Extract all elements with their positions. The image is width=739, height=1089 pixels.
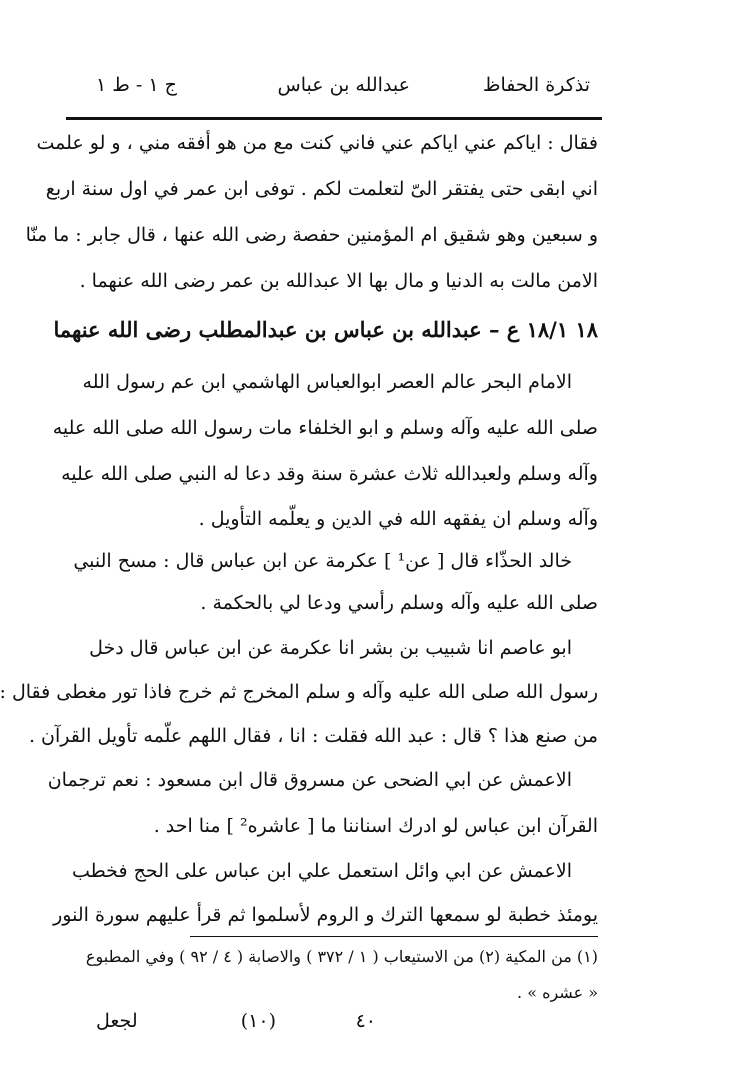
binder-mark: لجعل: [96, 1010, 138, 1032]
entry-heading: ١٨ ١٨/١ ع – عبدالله بن عباس بن عبدالمطلب رضى الله عنهما: [53, 317, 598, 342]
text-line: فقال : اياكم عني اياكم عني فاني كنت مع من هو أفقه مني ، و لو علمت: [36, 132, 598, 154]
text-line: الامن مالت به الدنيا و مال بها الا عبدالله بن عمر رضى الله عنهما .: [79, 270, 598, 292]
text-line: خالد الحذّاء قال [ عن¹ ] عكرمة عن ابن عباس قال : مسح النبي: [73, 550, 572, 572]
text-line: وآله وسلم ولعبدالله ثلاث عشرة سنة وقد دعا له النبي صلى الله عليه: [61, 463, 598, 485]
text-line: رسول الله صلى الله عليه وآله و سلم المخرج ثم خرج فاذا تور مغطى فقال :: [0, 681, 598, 703]
text-line: الامام البحر عالم العصر ابوالعباس الهاشمي ابن عم رسول الله: [82, 371, 572, 393]
text-line: يومئذ خطبة لو سمعها الترك و الروم لأسلموا ثم قرأ عليهم سورة النور: [53, 904, 598, 926]
page-number: ٤٠: [355, 1010, 376, 1032]
running-header: [96, 74, 590, 108]
text-line: صلى الله عليه وآله وسلم و ابو الخلفاء مات رسول الله صلى الله عليه: [52, 417, 598, 439]
header-rule: [66, 117, 602, 120]
volume-reference: ج ١ - ط ١: [96, 74, 177, 96]
footnote-line: « عشره » .: [517, 983, 598, 1002]
text-line: وآله وسلم ان يفقهه الله في الدين و يعلّمه التأويل .: [198, 508, 598, 530]
footnote-rule: [190, 936, 598, 937]
text-line: صلى الله عليه وآله وسلم رأسي ودعا لي بالحكمة .: [200, 592, 598, 614]
text-line: الاعمش عن ابي وائل استعمل علي ابن عباس على الحج فخطب: [71, 860, 572, 882]
footnote-line: (١) من المكية (٢) من الاستيعاب ( ١ / ٣٧٢ ) والاصابة ( ٤ / ٩٢ ) وفي المطبوع: [85, 947, 598, 966]
text-line: ابو عاصم انا شبيب بن بشر انا عكرمة عن ابن عباس قال دخل: [89, 637, 572, 659]
text-line: اني ابقى حتى يفتقر الىّ لتعلمت لكم . توفى ابن عمر في اول سنة اربع: [45, 178, 598, 200]
text-line: و سبعين وهو شقيق ام المؤمنين حفصة رضى الله عنها ، قال جابر : ما منّا: [25, 224, 598, 246]
text-line: الاعمش عن ابي الضحى عن مسروق قال ابن مسعود : نعم ترجمان: [47, 769, 572, 791]
page-footer: [96, 1010, 496, 1040]
sheet-number: (١٠): [240, 1010, 276, 1032]
text-line: من صنع هذا ؟ قال : عبد الله فقلت : انا ، فقال اللهم علّمه تأويل القرآن .: [28, 725, 598, 747]
book-title: تذكرة الحفاظ: [482, 74, 590, 96]
text-line: القرآن ابن عباس لو ادرك اسناننا ما [ عاشره² ] منا احد .: [153, 815, 598, 837]
subject-name: عبدالله بن عباس: [277, 74, 410, 96]
